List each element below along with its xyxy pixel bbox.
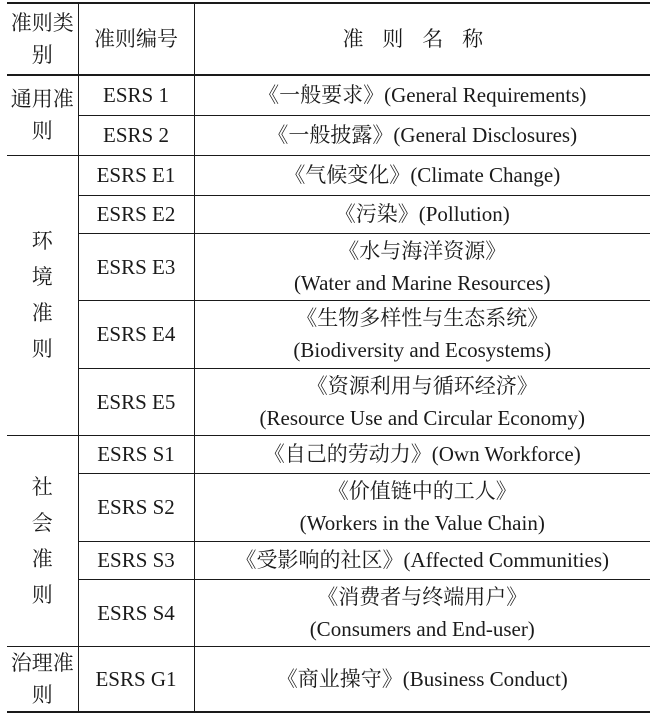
standard-name-zh: 《商业操守》 bbox=[276, 666, 403, 691]
standard-name bbox=[194, 579, 650, 646]
standard-name bbox=[194, 233, 650, 300]
standard-name-zh: 《一般要求》 bbox=[258, 83, 385, 108]
standard-name-zh: 《污染》 bbox=[334, 202, 419, 226]
standard-name bbox=[194, 155, 650, 195]
standard-name-zh: 《气候变化》 bbox=[284, 163, 411, 187]
standard-name bbox=[194, 368, 650, 435]
standard-code: ESRS 2 bbox=[78, 115, 194, 155]
table-row bbox=[7, 75, 650, 115]
table-row bbox=[7, 473, 650, 541]
standard-code: ESRS S2 bbox=[78, 473, 194, 541]
standard-name-zh: 《价值链中的工人》 bbox=[327, 479, 517, 503]
header-name: 准则名称 bbox=[194, 3, 650, 75]
category-social-char: 社 bbox=[31, 474, 53, 499]
standard-code: ESRS E4 bbox=[78, 300, 194, 368]
standard-name bbox=[194, 473, 650, 541]
table-row bbox=[7, 195, 650, 233]
category-environment-char: 环 bbox=[31, 229, 53, 253]
standard-code: ESRS E5 bbox=[78, 368, 194, 435]
standard-code: ESRS S1 bbox=[78, 435, 194, 473]
standard-code: ESRS E2 bbox=[78, 195, 194, 233]
standard-name bbox=[194, 646, 650, 712]
standard-name bbox=[194, 541, 650, 579]
standard-code: ESRS S4 bbox=[78, 579, 194, 646]
category-governance: 治理准则 bbox=[7, 646, 78, 712]
standard-name-en: (Pollution) bbox=[418, 202, 510, 226]
standard-name-en: (Biodiversity and Ecosystems) bbox=[293, 338, 552, 362]
standard-name-zh: 《自己的劳动力》 bbox=[263, 442, 432, 466]
standard-name bbox=[194, 300, 650, 368]
standard-name bbox=[194, 435, 650, 473]
standard-name-zh: 《资源利用与循环经济》 bbox=[306, 373, 538, 398]
standard-code: ESRS S3 bbox=[78, 541, 194, 579]
standard-name-zh: 《受影响的社区》 bbox=[235, 548, 404, 572]
category-environment-char: 则 bbox=[31, 337, 53, 361]
category-environment-char: 准 bbox=[31, 301, 53, 325]
standard-name bbox=[194, 75, 650, 115]
standard-name-en: (Business Conduct) bbox=[402, 666, 568, 691]
table-row bbox=[7, 300, 650, 368]
table-row bbox=[7, 233, 650, 300]
header-category: 准则类别 bbox=[7, 3, 78, 75]
category-social-char: 准 bbox=[31, 546, 53, 571]
standard-name-zh: 《水与海洋资源》 bbox=[338, 238, 507, 263]
category-environment bbox=[7, 155, 78, 435]
standard-name-zh: 《生物多样性与生态系统》 bbox=[296, 306, 549, 330]
category-general: 通用准则 bbox=[7, 75, 78, 155]
category-environment-char: 境 bbox=[31, 265, 53, 289]
standard-name-en: (General Disclosures) bbox=[393, 123, 578, 147]
table-row bbox=[7, 646, 650, 712]
standard-name-en: (Consumers and End-user) bbox=[309, 616, 535, 641]
standard-name-en: (General Requirements) bbox=[384, 83, 587, 108]
table-row bbox=[7, 115, 650, 155]
category-social bbox=[7, 435, 78, 646]
table-row bbox=[7, 155, 650, 195]
standard-name-en: (Affected Communities) bbox=[403, 548, 609, 572]
table-row bbox=[7, 541, 650, 579]
category-social-char: 会 bbox=[31, 510, 53, 535]
standard-name-en: (Resource Use and Circular Economy) bbox=[259, 405, 585, 430]
table-row bbox=[7, 435, 650, 473]
standard-name-zh: 《一般披露》 bbox=[267, 123, 394, 147]
standard-code: ESRS E3 bbox=[78, 233, 194, 300]
standard-name-en: (Workers in the Value Chain) bbox=[299, 511, 545, 535]
standard-code: ESRS 1 bbox=[78, 75, 194, 115]
standard-name-en: (Water and Marine Resources) bbox=[293, 270, 551, 295]
header-code: 准则编号 bbox=[78, 3, 194, 75]
standard-name-en: (Own Workforce) bbox=[431, 442, 581, 466]
standard-code: ESRS G1 bbox=[78, 646, 194, 712]
standard-name-en: (Climate Change) bbox=[410, 163, 561, 187]
table-row bbox=[7, 368, 650, 435]
category-social-char: 则 bbox=[31, 582, 53, 607]
standard-name bbox=[194, 115, 650, 155]
table-row bbox=[7, 579, 650, 646]
standard-code: ESRS E1 bbox=[78, 155, 194, 195]
table-header-row bbox=[7, 3, 650, 75]
esrs-standards-table bbox=[7, 2, 650, 713]
standard-name-zh: 《消费者与终端用户》 bbox=[317, 584, 528, 609]
standard-name bbox=[194, 195, 650, 233]
